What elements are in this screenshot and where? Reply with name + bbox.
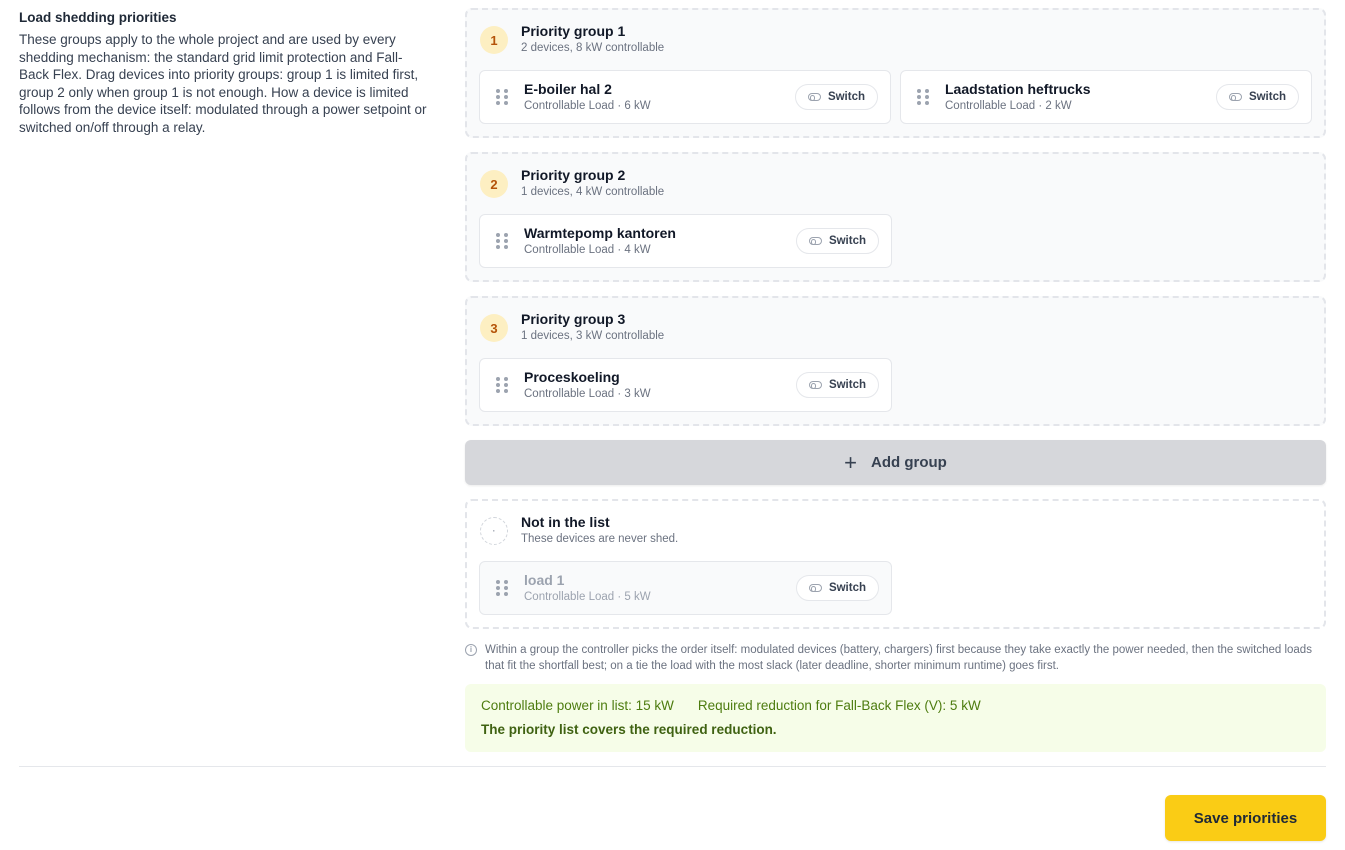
device-card[interactable] bbox=[479, 561, 892, 615]
group-title: Not in the list bbox=[521, 514, 610, 530]
toggle-icon bbox=[809, 381, 822, 389]
priority-group-1[interactable] bbox=[465, 8, 1326, 138]
control-mode-label: Switch bbox=[827, 91, 865, 103]
device-meta: Controllable Load · 5 kW bbox=[524, 591, 651, 603]
drag-handle-icon[interactable] bbox=[496, 233, 508, 249]
control-mode-button[interactable] bbox=[796, 575, 879, 601]
info-text: Within a group the controller picks the order itself: modulated devices (battery, chargers) first because they take exactly the power needed, then the switched loads that fit the shortfall best; on a tie the load with the most slack (later deadline, shorter minimum runtime) goes first. bbox=[485, 644, 1312, 672]
group-title: Priority group 1 bbox=[521, 23, 626, 39]
toggle-icon bbox=[808, 93, 821, 101]
coverage-summary bbox=[465, 684, 1326, 752]
required-reduction: Required reduction for Fall-Back Flex (V): 5 kW bbox=[697, 698, 981, 713]
group-subtitle: These devices are never shed. bbox=[521, 533, 679, 545]
toggle-icon bbox=[809, 237, 822, 245]
group-header bbox=[479, 513, 1312, 561]
info-note bbox=[465, 643, 1326, 674]
group-number-badge: 3 bbox=[480, 314, 508, 342]
device-meta: Controllable Load · 3 kW bbox=[524, 388, 651, 400]
device-name: E-boiler hal 2 bbox=[524, 81, 612, 97]
group-subtitle: 2 devices, 8 kW controllable bbox=[521, 42, 665, 54]
section-description: These groups apply to the whole project and are used by every shedding mechanism: the standard grid limit protection and Fall-Back Flex. Drag devices into priority groups: group 1 is limited first, group 2 only when group 1 is not enough. How a device is limited follows from the device itself: modulated through a power setpoint or switched on/off through a relay. bbox=[19, 32, 427, 135]
group-title: Priority group 3 bbox=[521, 311, 626, 327]
device-list bbox=[479, 561, 1312, 615]
control-mode-label: Switch bbox=[1248, 91, 1286, 103]
empty-badge-icon: · bbox=[480, 517, 508, 545]
info-icon: i bbox=[465, 644, 477, 656]
device-card[interactable] bbox=[479, 358, 892, 412]
device-list bbox=[479, 70, 1312, 124]
device-list bbox=[479, 358, 1312, 412]
group-number-badge: 2 bbox=[480, 170, 508, 198]
device-name: load 1 bbox=[524, 572, 565, 588]
drag-handle-icon[interactable] bbox=[917, 89, 929, 105]
drag-handle-icon[interactable] bbox=[496, 580, 508, 596]
priority-group-2[interactable] bbox=[465, 152, 1326, 282]
priority-group-3[interactable] bbox=[465, 296, 1326, 426]
divider bbox=[19, 766, 1326, 767]
toggle-icon bbox=[1229, 93, 1242, 101]
device-name: Warmtepomp kantoren bbox=[524, 225, 676, 241]
intro-section bbox=[19, 10, 429, 136]
control-mode-button[interactable] bbox=[796, 228, 879, 254]
controllable-power: Controllable power in list: 15 kW bbox=[481, 698, 674, 713]
group-title: Priority group 2 bbox=[521, 167, 626, 183]
group-header bbox=[479, 310, 1312, 358]
device-card[interactable] bbox=[479, 214, 892, 268]
control-mode-label: Switch bbox=[828, 582, 866, 594]
device-card[interactable] bbox=[479, 70, 891, 124]
plus-icon: + bbox=[844, 449, 858, 475]
device-meta: Controllable Load · 2 kW bbox=[945, 100, 1072, 112]
device-meta: Controllable Load · 4 kW bbox=[524, 244, 651, 256]
group-header bbox=[479, 166, 1312, 214]
add-group-label: Add group bbox=[871, 454, 947, 471]
device-card[interactable] bbox=[900, 70, 1312, 124]
add-group-button[interactable] bbox=[465, 440, 1326, 485]
not-in-list-group[interactable] bbox=[465, 499, 1326, 629]
device-name: Proceskoeling bbox=[524, 369, 620, 385]
device-meta: Controllable Load · 6 kW bbox=[524, 100, 651, 112]
control-mode-label: Switch bbox=[828, 379, 866, 391]
device-name: Laadstation heftrucks bbox=[945, 81, 1091, 97]
toggle-icon bbox=[809, 584, 822, 592]
drag-handle-icon[interactable] bbox=[496, 377, 508, 393]
control-mode-button[interactable] bbox=[795, 84, 878, 110]
drag-handle-icon[interactable] bbox=[496, 89, 508, 105]
section-title: Load shedding priorities bbox=[19, 10, 177, 25]
group-number-badge: 1 bbox=[480, 26, 508, 54]
coverage-status: The priority list covers the required reduction. bbox=[481, 722, 777, 737]
priority-list bbox=[465, 8, 1326, 752]
save-priorities-button[interactable]: Save priorities bbox=[1165, 795, 1326, 841]
group-header bbox=[479, 22, 1312, 70]
control-mode-label: Switch bbox=[828, 235, 866, 247]
device-list bbox=[479, 214, 1312, 268]
group-subtitle: 1 devices, 3 kW controllable bbox=[521, 330, 665, 342]
control-mode-button[interactable] bbox=[796, 372, 879, 398]
group-subtitle: 1 devices, 4 kW controllable bbox=[521, 186, 665, 198]
control-mode-button[interactable] bbox=[1216, 84, 1299, 110]
